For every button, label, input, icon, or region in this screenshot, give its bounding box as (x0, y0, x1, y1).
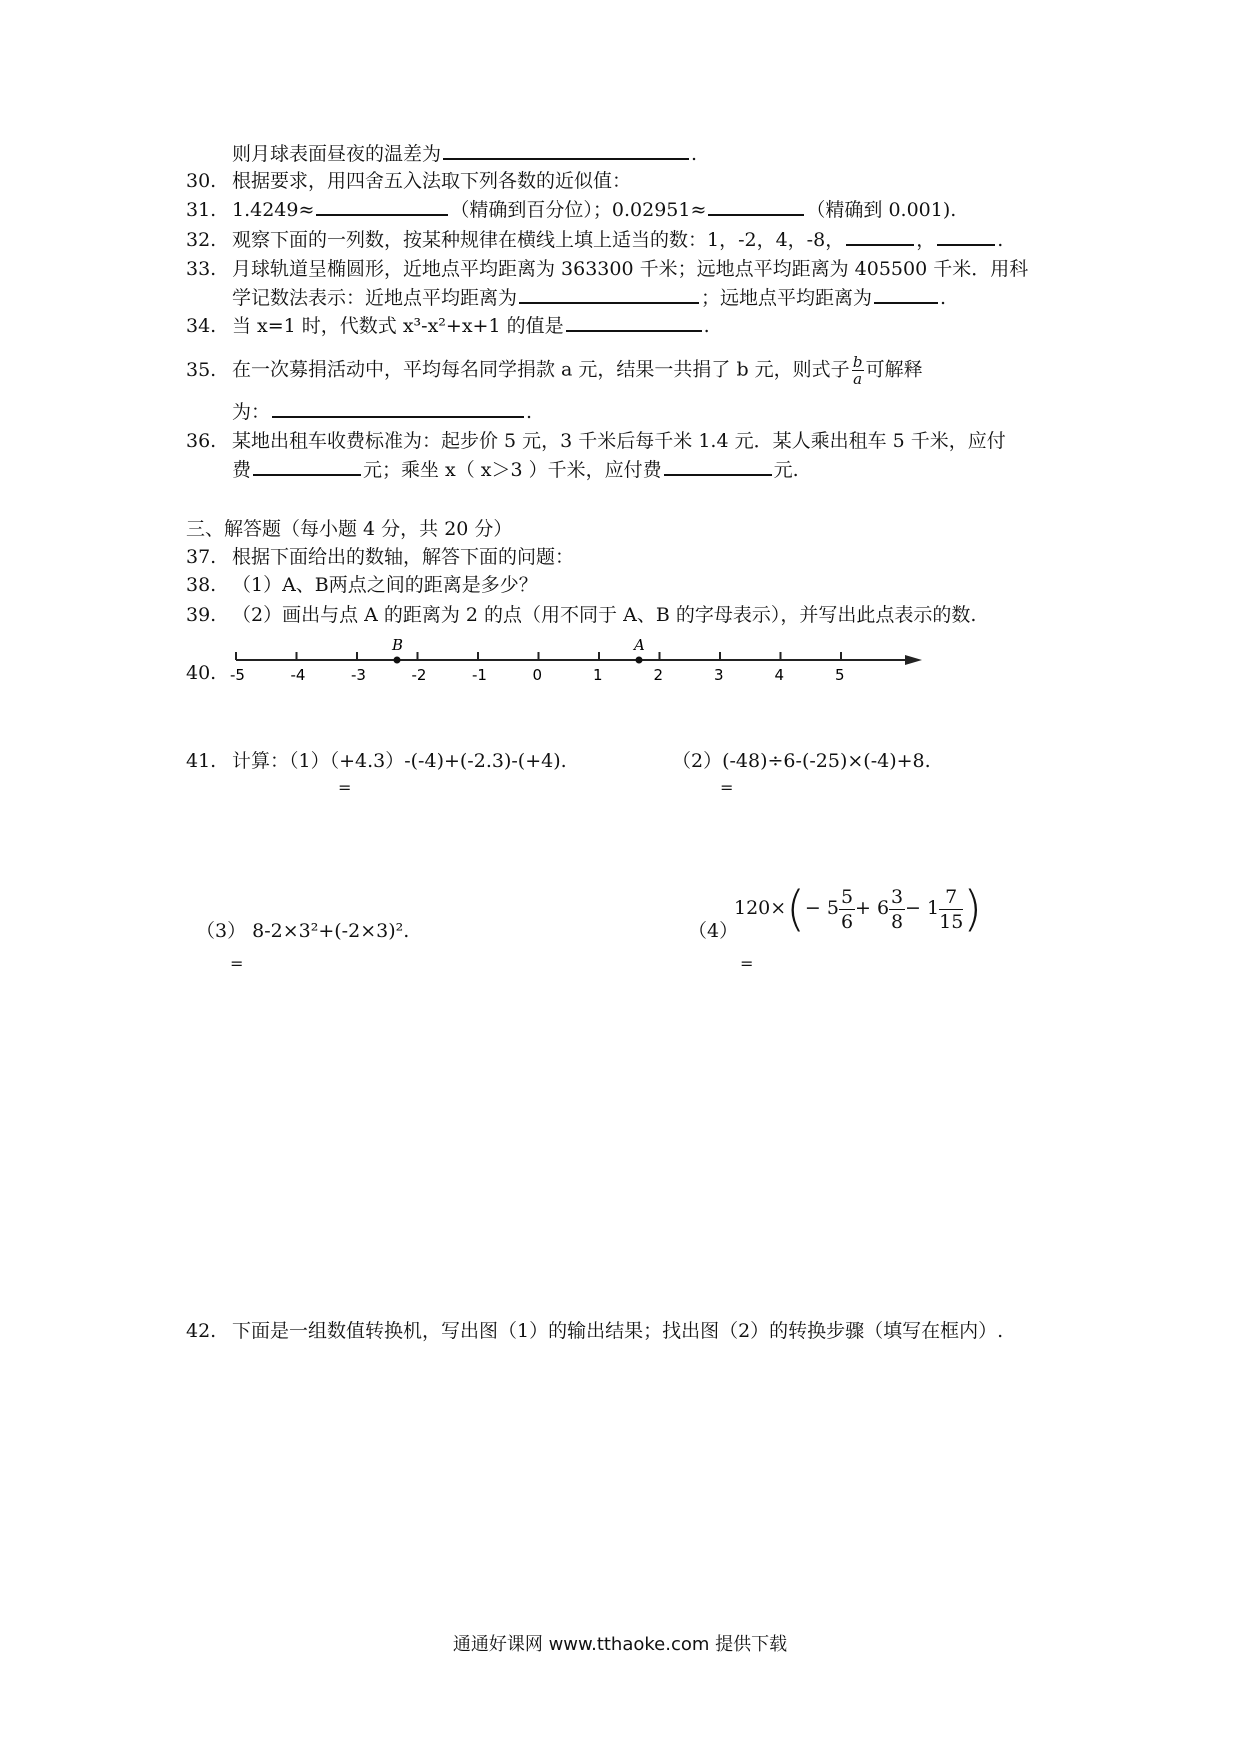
q39: 39. （2）画出与点 A 的距离为 2 的点（用不同于 A、B 的字母表示），并写出此点表示的数. (186, 604, 977, 626)
left-paren: ( (786, 881, 805, 937)
answer-blank[interactable] (874, 284, 938, 304)
tick-label: -4 (290, 666, 306, 684)
equals-sign: = (230, 954, 244, 973)
answer-blank[interactable] (846, 226, 914, 246)
q41-part3: （3） 8-2×3²+(-2×3)². (196, 920, 410, 942)
equals-sign: = (720, 778, 734, 797)
tick-label: -2 (411, 666, 427, 684)
tick-label: 3 (714, 666, 724, 684)
answer-blank[interactable] (272, 398, 524, 418)
tick-label: -3 (351, 666, 366, 684)
q41-part4-expression: 120×(− 5 $\frac{5}{6}$ + 6 $\frac{3}{8}$ − 1 $\frac{7}{15}$ ) (734, 881, 983, 937)
answer-blank[interactable] (664, 456, 772, 476)
q41-part2: （2）(-48)÷6-(-25)×(-4)+8. (672, 750, 931, 772)
answer-blank[interactable] (443, 140, 689, 160)
temperature-diff-line: 则月球表面昼夜的温差为 . (232, 140, 697, 167)
q35-cont: 为： . (232, 398, 532, 425)
tick-label: -5 (230, 666, 245, 684)
q33: 33. 月球轨道呈椭圆形，近地点平均距离为 363300 千米；远地点平均距离为 405500 千米．用科 (186, 258, 1029, 280)
equals-sign: = (740, 954, 754, 973)
q34: 34. 当 x=1 时，代数式 x³-x²+x+1 的值是 . (186, 312, 710, 339)
point-a-label: A (634, 636, 645, 654)
q42: 42. 下面是一组数值转换机，写出图（1）的输出结果；找出图（2）的转换步骤（填写在框内）. (186, 1320, 1004, 1342)
q41: 41. 计算：（1）（+4.3）-(-4)+(-2.3)-(+4). (186, 750, 567, 772)
point-b-label: B (392, 636, 404, 654)
answer-blank[interactable] (708, 196, 804, 216)
tick-label: -1 (472, 666, 487, 684)
fraction: $\frac{5}{6}$ (840, 885, 854, 933)
equals-sign: = (338, 778, 352, 797)
fraction-b-over-a: $\frac{b}{a}$ (852, 353, 863, 388)
q40: 40. (186, 662, 217, 684)
answer-blank[interactable] (253, 456, 361, 476)
q31: 31. 1.4249≈ （精确到百分位）；0.02951≈ （精确到 0.001). (186, 196, 956, 223)
tick-label: 1 (593, 666, 603, 684)
section-3-heading: 三、解答题（每小题 4 分，共 20 分） (186, 518, 513, 540)
q32: 32. 观察下面的一列数，按某种规律在横线上填上适当的数：1，-2，4，-8， ， . (186, 226, 1003, 253)
q33-cont: 学记数法表示：近地点平均距离为 ；远地点平均距离为 . (232, 284, 946, 311)
fraction: $\frac{3}{8}$ (891, 885, 904, 933)
q30: 30. 根据要求，用四舍五入法取下列各数的近似值： (186, 170, 632, 192)
point-a-dot (636, 657, 643, 664)
q38: 38. （1）A、B两点之间的距离是多少？ (186, 574, 538, 596)
q36: 36. 某地出租车收费标准为：起步价 5 元，3 千米后每千米 1.4 元．某人乘出租车 5 千米，应付 (186, 430, 1006, 452)
number-line (230, 630, 930, 700)
tick-label: 4 (774, 666, 785, 684)
q37: 37. 根据下面给出的数轴，解答下面的问题： (186, 546, 575, 568)
answer-blank[interactable] (937, 226, 995, 246)
point-b-dot (394, 657, 401, 664)
q35: 35. 在一次募捐活动中，平均每名同学捐款 a 元，结果一共捐了 b 元，则式子 $\frac{b}{a}$ 可解释 (186, 353, 923, 388)
answer-blank[interactable] (316, 196, 448, 216)
fraction: $\frac{7}{15}$ (939, 885, 964, 933)
tick-label: 2 (653, 666, 664, 684)
right-paren: ) (963, 881, 983, 937)
answer-blank[interactable] (566, 312, 702, 332)
answer-blank[interactable] (519, 284, 699, 304)
tick-label: 5 (835, 666, 845, 684)
q36-cont: 费 元；乘坐 x（ x＞3 ）千米，应付费 元. (232, 456, 799, 483)
page-footer: 通通好课网 www.tthaoke.com 提供下载 (452, 1634, 788, 1655)
q41-part4-label: （4） (688, 920, 739, 942)
tick-label: 0 (532, 666, 543, 684)
